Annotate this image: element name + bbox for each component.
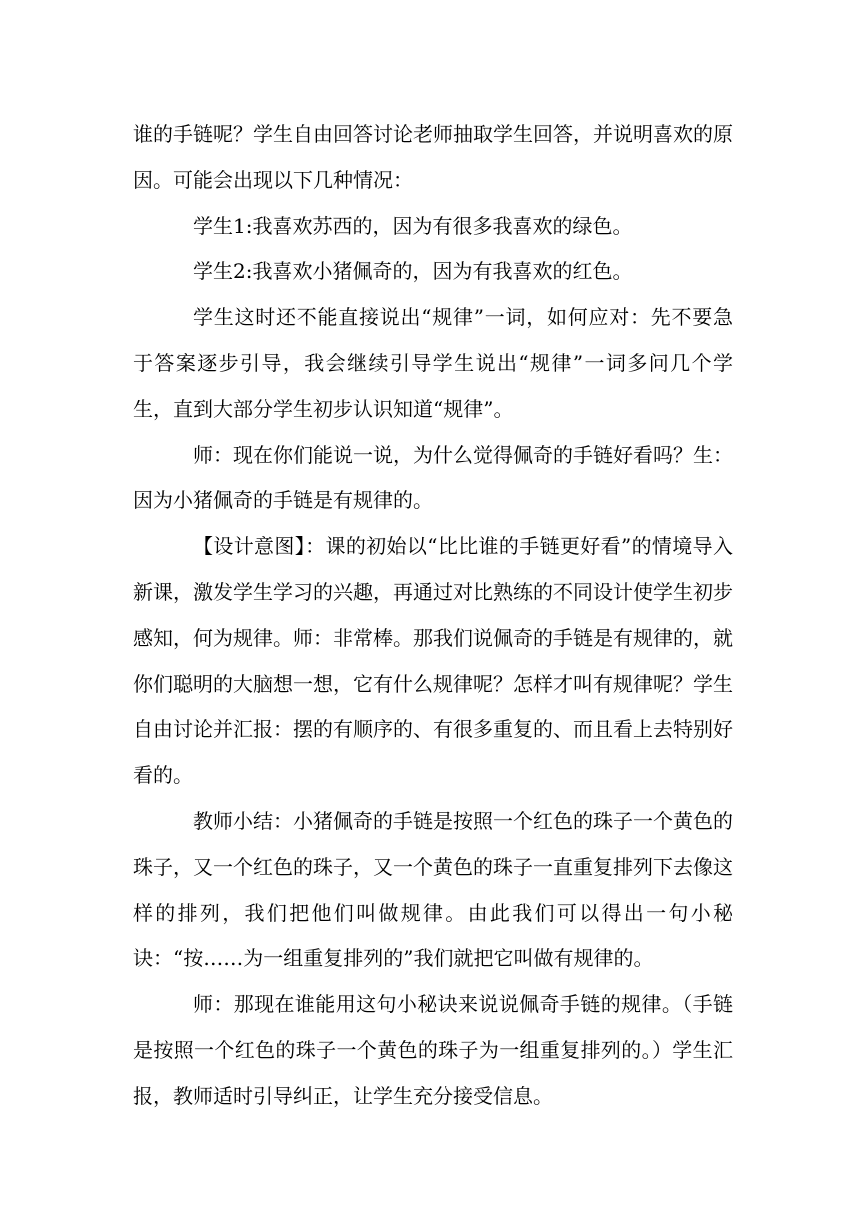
paragraph-student-2: 学生2:我喜欢小猪佩奇的，因为有我喜欢的红色。 [193,259,633,284]
paragraph-continuation: 谁的手链呢？学生自由回答讨论老师抽取学生回答，并说明喜欢的原因。可能会出现以下几种情况： [133,122,733,192]
paragraph-design-intent: 【设计意图】：课的初始以“比比谁的手链更好看”的情境导入新课，激发学生学习的兴趣，再通过对比熟练的不同设计使学生初步感知，何为规律。师：非常棒。那我们说佩奇的手链是有规律的，就你们聪明的大脑想一想，它有什么规律呢？怎样才叫有规律呢？学生自由讨论并汇报：摆的有顺序的、有很多重复的、而且看上去特别好看的。 [133,534,733,788]
paragraph-guidance: 学生这时还不能直接说出“规律”一词，如何应对：先不要急于答案逐步引导，我会继续引导学生说出“规律”一词多问几个学生，直到大部分学生初步认识知道“规律”。 [133,305,733,421]
paragraph-practice: 师：那现在谁能用这句小秘诀来说说佩奇手链的规律。（手链是按照一个红色的珠子一个黄色的珠子为一组重复排列的。）学生汇报，教师适时引导纠正，让学生充分接受信息。 [133,992,733,1108]
paragraph-student-1: 学生1:我喜欢苏西的，因为有很多我喜欢的绿色。 [193,213,633,238]
paragraph-teacher-summary: 教师小结：小猪佩奇的手链是按照一个红色的珠子一个黄色的珠子，又一个红色的珠子，又一个黄色的珠子一直重复排列下去像这样的排列，我们把他们叫做规律。由此我们可以得出一句小秘诀：“按……为一组重复排列的”我们就把它叫做有规律的。 [133,808,733,971]
paragraph-teacher-question: 师：现在你们能说一说，为什么觉得佩奇的手链好看吗？生：因为小猪佩奇的手链是有规律的。 [133,442,733,513]
document-body [133,112,733,1120]
